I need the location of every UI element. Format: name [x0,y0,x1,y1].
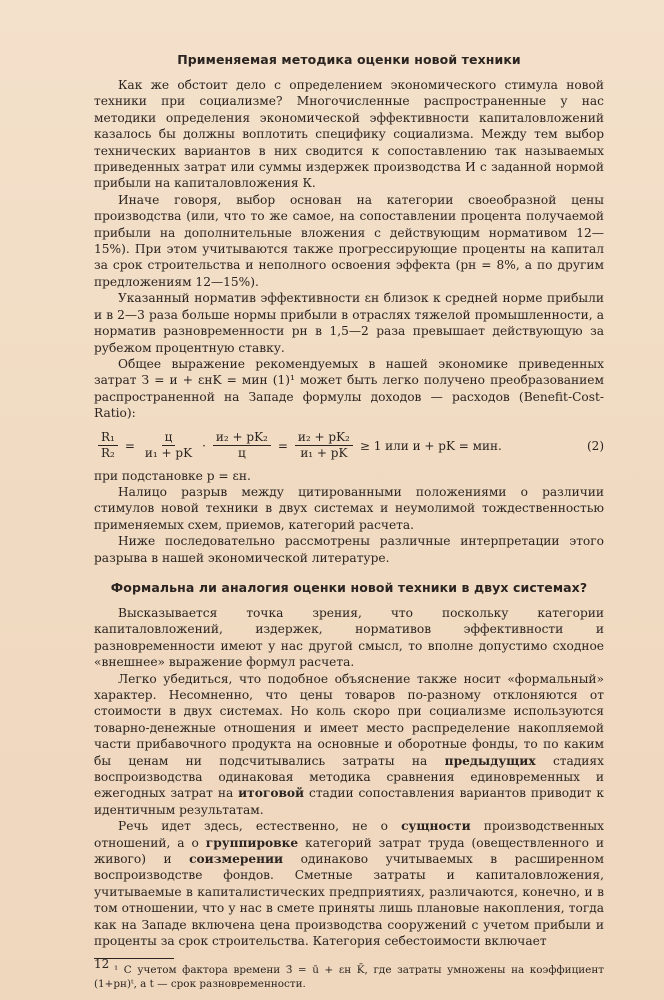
formula-label: (2) [587,438,604,453]
footnote: ¹ С учетом фактора времени З̄ = ū + εн K̄, где затраты умножены на коэффициент (1+pн)ᵗ, а t — срок разновременности. [94,963,604,990]
paragraph: Как же обстоит дело с определением экономического стимула новой техники при социализме? Многочисленные распространенные у нас методики определения экономической эффективности капиталовложений казалось бы должны воплотить специфику социализма. Между тем выбор технических вариантов в них сводится к сопоставлению так называемых приведенных затрат или суммы издержек производства И с заданной нормой прибыли на капиталовложения К. [94,78,604,191]
page-number: 12 [94,957,110,971]
section-heading-methodology: Применяемая методика оценки новой техники [177,52,521,67]
formula-2: $\frac{\text{R₁}}{\text{R₂}}$ = $\frac{ц}{\text{и₁ + pK}}$ · $\frac{\text{и₂ + pK₂}}{ц}$ = $\frac{\text{и₂ + pK₂}}{\text{и₁ + pK}}$ ≥ 1 или и + pK = мин. (2) [94,426,604,466]
paragraph: Налицо разрыв между цитированными положениями о различии стимулов новой техники в двух системах и неумолимой тождественностью применяемых схем, приемов, категорий расчета. [94,484,604,532]
document-body [94,44,604,991]
paragraph: Речь идет здесь, естественно, не о сущности производственных отношений, а о группировке категорий затрат труда (овеществленного и живого) и соизмерении одинаково учитываемых в расширенном воспроизводстве фондов. Сметные затраты и капиталовложения, учитываемые в капиталистических предприятиях, различаются, конечно, и в том отношении, что у нас в смете приняты лишь плановые накопления, тогда как на Западе включена цена производства сооружений с учетом прибыли и проценты за срок строительства. Категория себестоимости включает [94,819,604,949]
paragraph: при подстановке p = εн. [94,468,251,483]
paragraph: Указанный норматив эффективности εн близок к средней норме прибыли и в 2—3 раза больше нормы прибыли в отраслях тяжелой промышленности, а норматив разновременности pн в 1,5—2 раза превышает действующую за рубежом процентную ставку. [94,291,604,355]
paragraph: Ниже последовательно рассмотрены различные интерпретации этого разрыва в нашей экономической литературе. [94,534,604,565]
fraction-ratio: $\frac{\text{и₂ + pK₂}}{\text{и₁ + pK}}$ [295,430,353,461]
paragraph: Иначе говоря, выбор основан на категории своеобразной цены производства (или, что то же самое, на сопоставлении процента получаемой прибыли на дополнительные вложения с действующим нормативом 12—15%). При этом учитываются также прогрессирующие проценты на капитал за срок строительства и неполного освоения эффекта (pн = 8%, а по другим предложениям 12—15%). [94,192,604,289]
paragraph: Общее выражение рекомендуемых в нашей экономике приведенных затрат З = и + εнK = мин (1)¹ может быть легко получено преобразованием распространенной на Западе формулы доходов — расходов (Benefit-Cost-Ratio): [94,356,604,421]
paragraph: Легко убедиться, что подобное объяснение также носит «формальный» характер. Несомненно, что цены товаров по-разному отклоняются от стоимости в двух системах. Но коль скоро при социализме используются товарно-денежные отношения и имеет место распределение накопляемой части прибавочного продукта на основные и оборотные фонды, то по каким бы ценам ни подсчитывались затраты на предыдущих стадиях воспроизводства одинаковая методика сравнения единовременных и ежегодных затрат на итоговой стадии сопоставления вариантов приводит к идентичным результатам. [94,671,604,817]
fraction-price: $\frac{ц}{\text{и₁ + pK}}$ [144,430,193,461]
fraction-r1-r2: $\frac{\text{R₁}}{\text{R₂}}$ [98,430,118,461]
paragraph: Высказывается точка зрения, что поскольку категории капиталовложений, издержек, нормативов эффективности и разновременности имеют у нас другой смысл, то вполне допустимо сходное «внешнее» выражение формул расчета. [94,605,604,670]
fraction-cost: $\frac{\text{и₂ + pK₂}}{ц}$ [213,430,271,461]
section-heading-analogy: Формальна ли аналогия оценки новой техники в двух системах? [110,579,588,595]
